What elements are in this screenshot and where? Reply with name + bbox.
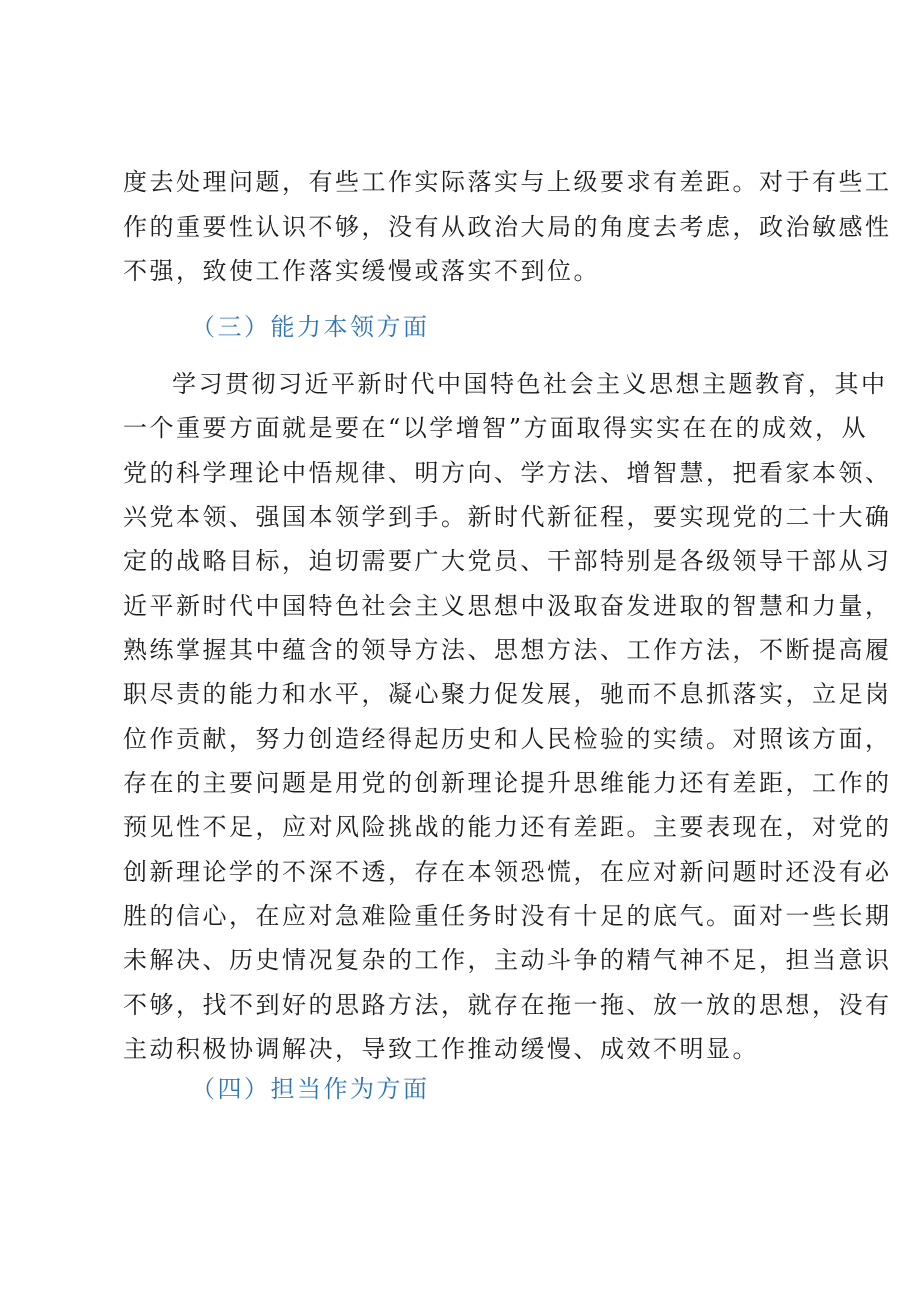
paragraph-line: 一个重要方面就是要在“以学增智”方面取得实实在在的成效，从 bbox=[123, 414, 869, 442]
paragraph-line: 度去处理问题，有些工作实际落实与上级要求有差距。对于有些工 bbox=[123, 168, 892, 196]
paragraph-line: 熟练掌握其中蕴含的领导方法、思想方法、工作方法，不断提高履 bbox=[123, 636, 892, 664]
paragraph-line: 存在的主要问题是用党的创新理论提升思维能力还有差距，工作的 bbox=[123, 769, 892, 797]
paragraph-line: 主动积极协调解决，导致工作推动缓慢、成效不明显。 bbox=[123, 1035, 759, 1063]
paragraph-line: 定的战略目标，迫切需要广大党员、干部特别是各级领导干部从习 bbox=[123, 547, 892, 575]
section-heading-4: （四）担当作为方面 bbox=[191, 1075, 430, 1103]
paragraph-line: 学习贯彻习近平新时代中国特色社会主义思想主题教育，其中 bbox=[172, 370, 888, 398]
paragraph-line: 不强，致使工作落实缓慢或落实不到位。 bbox=[123, 257, 600, 285]
paragraph-line: 兴党本领、强国本领学到手。新时代新征程，要实现党的二十大确 bbox=[123, 503, 892, 531]
section-heading-3: （三）能力本领方面 bbox=[191, 313, 430, 341]
paragraph-line: 作的重要性认识不够，没有从政治大局的角度去考虑，政治敏感性 bbox=[123, 213, 892, 241]
paragraph-line: 近平新时代中国特色社会主义思想中汲取奋发进取的智慧和力量， bbox=[123, 592, 892, 620]
paragraph-line: 预见性不足，应对风险挑战的能力还有差距。主要表现在，对党的 bbox=[123, 813, 892, 841]
paragraph-line: 职尽责的能力和水平，凝心聚力促发展，驰而不息抓落实，立足岗 bbox=[123, 680, 892, 708]
paragraph-line: 胜的信心，在应对急难险重任务时没有十足的底气。面对一些长期 bbox=[123, 902, 892, 930]
paragraph-line: 党的科学理论中悟规律、明方向、学方法、增智慧，把看家本领、 bbox=[123, 459, 892, 487]
paragraph-line: 创新理论学的不深不透，存在本领恐慌，在应对新问题时还没有必 bbox=[123, 858, 892, 886]
paragraph-line: 位作贡献，努力创造经得起历史和人民检验的实绩。对照该方面， bbox=[123, 725, 892, 753]
paragraph-line: 未解决、历史情况复杂的工作，主动斗争的精气神不足，担当意识 bbox=[123, 946, 892, 974]
paragraph-line: 不够，找不到好的思路方法，就存在拖一拖、放一放的思想，没有 bbox=[123, 991, 892, 1019]
